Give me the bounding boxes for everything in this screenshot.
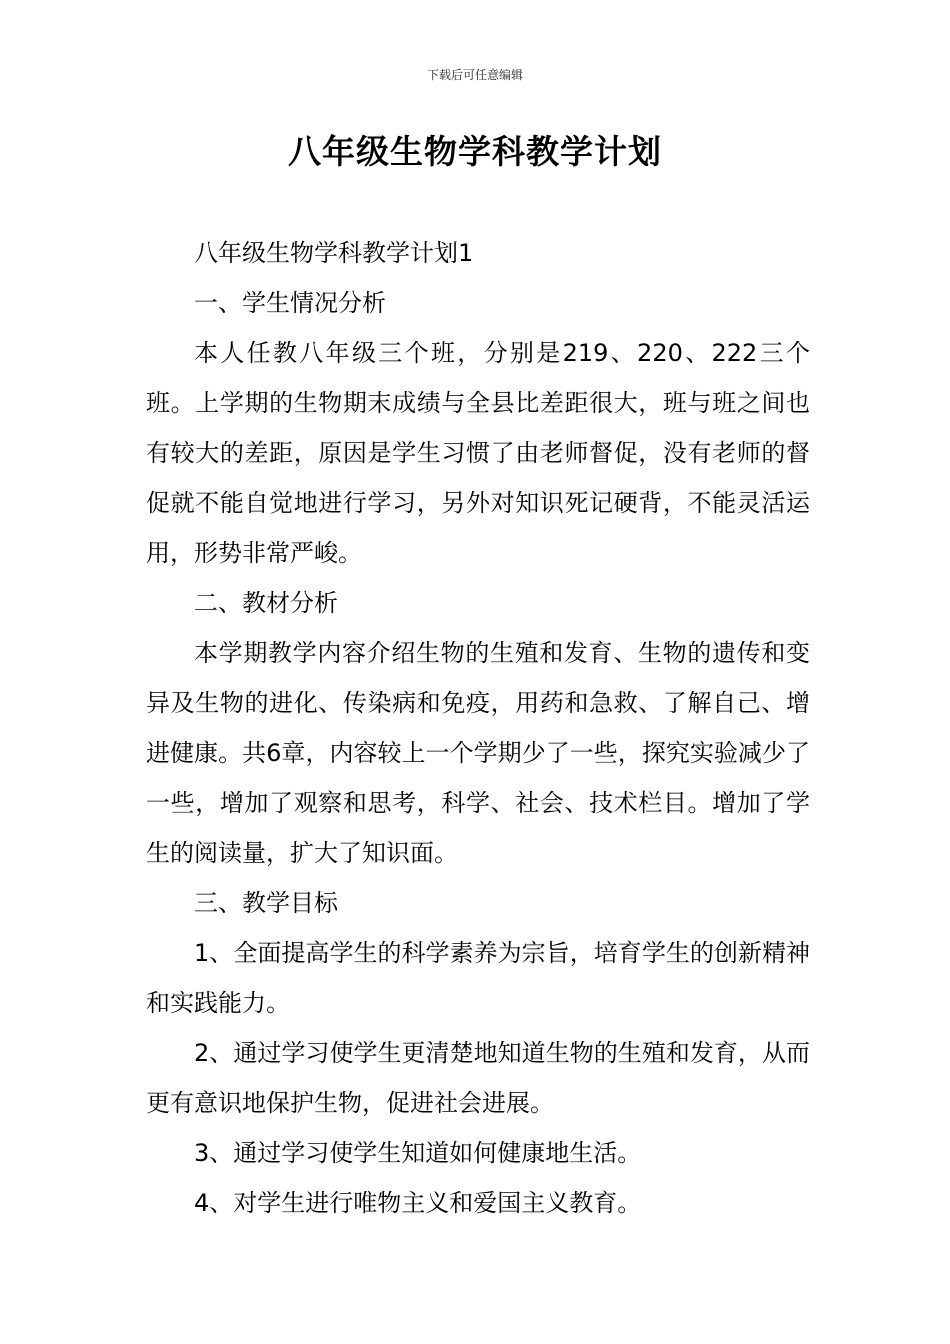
paragraph-student-analysis: 本人任教八年级三个班，分别是219、220、222三个班。上学期的生物期末成绩与全县比差距很大，班与班之间也有较大的差距，原因是学生习惯了由老师督促，没有老师的督促就不能自觉地进行学习，另外对知识死记硬背，不能灵活运用，形势非常严峻。	[146, 339, 810, 567]
page-title: 八年级生物学科教学计划	[288, 132, 662, 171]
section-heading-student-analysis: 一、学生情况分析	[194, 289, 386, 317]
header-note: 下载后可任意编辑	[426, 68, 523, 82]
goal-item-4: 4、对学生进行唯物主义和爱国主义教育。	[194, 1189, 642, 1217]
section-heading-textbook-analysis: 二、教材分析	[194, 589, 338, 617]
goal-item-3: 3、通过学习使学生知道如何健康地生活。	[194, 1139, 642, 1167]
goal-item-1: 1、全面提高学生的科学素养为宗旨，培育学生的创新精神和实践能力。	[146, 939, 810, 1017]
goal-item-2: 2、通过学习使学生更清楚地知道生物的生殖和发育，从而更有意识地保护生物，促进社会进展。	[146, 1039, 810, 1117]
document-body	[146, 228, 810, 1228]
paragraph-textbook-analysis: 本学期教学内容介绍生物的生殖和发育、生物的遗传和变异及生物的进化、传染病和免疫，用药和急救、了解自己、增进健康。共6章，内容较上一个学期少了一些，探究实验减少了一些，增加了观察和思考，科学、社会、技术栏目。增加了学生的阅读量，扩大了知识面。	[146, 639, 810, 867]
section-heading-teaching-goals: 三、教学目标	[194, 889, 338, 917]
subtitle-paragraph: 八年级生物学科教学计划1	[194, 239, 474, 267]
